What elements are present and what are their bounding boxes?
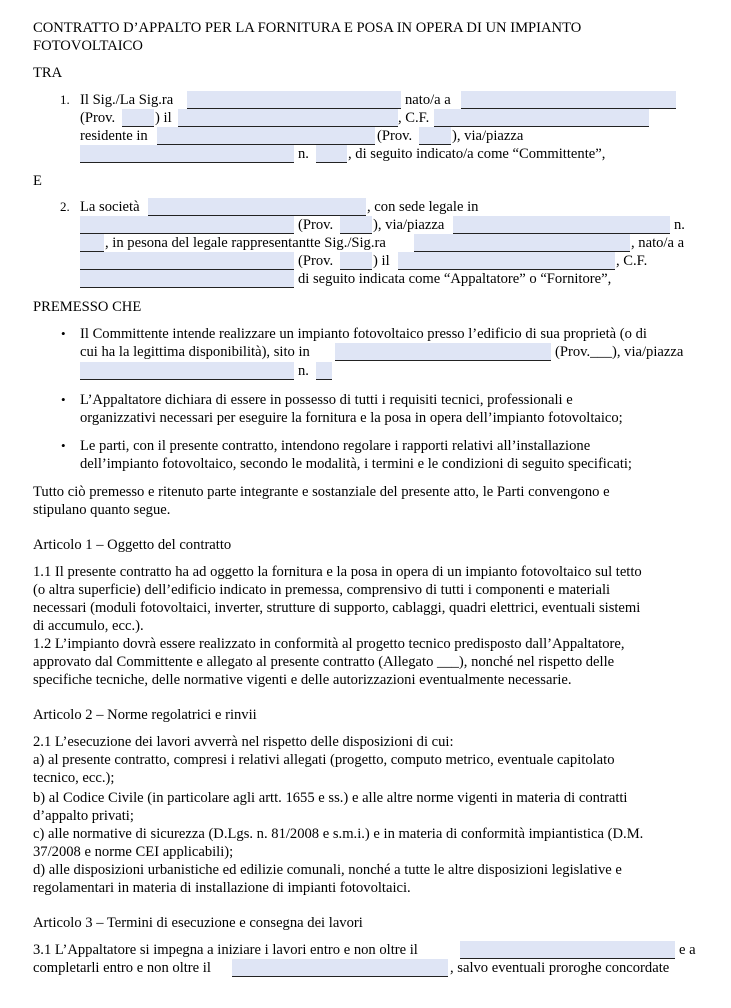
article-2-heading: Articolo 2 – Norme regolatrici e rinvii <box>33 707 257 723</box>
premise-close-line-2: stipulano quanto segue. <box>33 502 171 518</box>
party1-street-number-field[interactable] <box>316 145 347 163</box>
completion-date-field[interactable] <box>232 959 448 977</box>
bullet-1-line-2: cui ha la legittima disponibilità), sito in <box>80 344 310 360</box>
contract-title-line-1: CONTRATTO D’APPALTO PER LA FORNITURA E POSA IN OPERA DI UN IMPIANTO <box>33 20 582 36</box>
party1-cf-label: , C.F. <box>398 110 430 126</box>
party2-born-label: , nato/a a <box>631 235 685 251</box>
article-2-line-6: c) alle normative di sicurezza (D.Lgs. n. 81/2008 e s.m.i.) e in materia di conformità impiantistica (D.M. <box>33 826 644 842</box>
party1-prov-open-2: (Prov. <box>377 128 413 144</box>
article-3-heading: Articolo 3 – Termini di esecuzione e consegna dei lavori <box>33 915 363 931</box>
party2-rep-text: , in pesona del legale rappresentantte Sig./Sig.ra <box>105 235 386 251</box>
article-1-heading: Articolo 1 – Oggetto del contratto <box>33 537 232 553</box>
party1-birthplace-field[interactable] <box>461 91 676 109</box>
bullet-1-prov: (Prov.___), via/piazza <box>555 344 684 360</box>
bullet-1-line-1: Il Committente intende realizzare un impianto fotovoltaico presso l’edificio di sua proprietà (o di <box>80 326 647 342</box>
party2-prov-open-2: (Prov. <box>298 253 334 269</box>
article-3-line-1-start: 3.1 L’Appaltatore si impegna a iniziare i lavori entro e non oltre il <box>33 942 418 958</box>
article-1-p1-line-4: di accumulo, ecc.). <box>33 618 144 634</box>
party2-birthplace-field[interactable] <box>80 252 294 270</box>
party2-street-number-field[interactable] <box>80 234 104 252</box>
bullet-3-line-1: Le parti, con il presente contratto, intendono regolare i rapporti relativi all’installazione <box>80 438 591 454</box>
party2-company-field[interactable] <box>148 198 366 216</box>
article-3-line-2-start: completarli entro e non oltre il <box>33 960 211 976</box>
party2-prov-close: ) il <box>373 253 390 269</box>
party1-birthdate-field[interactable] <box>178 109 398 127</box>
party1-cf-field[interactable] <box>434 109 649 127</box>
article-2-line-3: tecnico, ecc.); <box>33 770 115 786</box>
party2-role-text: di seguito indicata come “Appaltatore” o “Fornitore”, <box>298 271 612 287</box>
premesso-heading: PREMESSO CHE <box>33 299 142 315</box>
party1-prov-close: ) il <box>155 110 172 126</box>
article-3-line-2-end: , salvo eventuali proroghe concordate <box>450 960 670 976</box>
party2-cf-field[interactable] <box>80 270 294 288</box>
party2-sede-prov-field[interactable] <box>340 216 372 234</box>
tra-label: TRA <box>33 65 63 81</box>
party1-name-label: Il Sig./La Sig.ra <box>80 92 174 108</box>
start-date-field[interactable] <box>460 941 675 959</box>
party2-sede-label: , con sede legale in <box>367 199 479 215</box>
party2-number: 2. <box>60 199 70 214</box>
party2-birth-prov-field[interactable] <box>340 252 372 270</box>
premise-close-line-1: Tutto ciò premesso e ritenuto parte integrante e sostanziale del presente atto, le Parti convengono e <box>33 484 610 500</box>
party1-residence-prov-field[interactable] <box>419 127 451 145</box>
bullet-2-line-1: L’Appaltatore dichiara di essere in possesso di tutti i requisiti tecnici, professionali e <box>80 392 573 408</box>
party2-sede-field[interactable] <box>80 216 294 234</box>
article-2-line-5: d’appalto privati; <box>33 808 134 824</box>
party1-n-label: n. <box>298 146 309 162</box>
article-2-line-7: 37/2008 e norme CEI applicabili); <box>33 844 234 860</box>
bullet-1-marker: • <box>61 326 66 341</box>
party1-role-text: , di seguito indicato/a come “Committente”, <box>348 146 606 162</box>
party2-n-label: n. <box>674 217 685 233</box>
e-label: E <box>33 173 42 189</box>
property-street-number-field[interactable] <box>316 362 332 380</box>
party1-via-label: ), via/piazza <box>452 128 524 144</box>
party1-street-field[interactable] <box>80 145 294 163</box>
party1-number: 1. <box>60 92 70 107</box>
bullet-2-marker: • <box>61 392 66 407</box>
party1-name-field[interactable] <box>187 91 401 109</box>
article-2-line-1: 2.1 L’esecuzione dei lavori avverrà nel rispetto delle disposizioni di cui: <box>33 734 454 750</box>
party1-birth-prov-field[interactable] <box>122 109 154 127</box>
party1-born-label: nato/a a <box>405 92 451 108</box>
article-2-line-4: b) al Codice Civile (in particolare agli artt. 1655 e ss.) e alle altre norme vigenti in materia di contratti <box>33 790 628 806</box>
party2-birthdate-field[interactable] <box>398 252 615 270</box>
party2-via-label: ), via/piazza <box>373 217 445 233</box>
property-street-field[interactable] <box>80 362 294 380</box>
party2-representative-field[interactable] <box>414 234 630 252</box>
party2-prov-open: (Prov. <box>298 217 334 233</box>
party2-cf-label: , C.F. <box>616 253 648 269</box>
article-2-line-8: d) alle disposizioni urbanistiche ed edilizie comunali, nonché a tutte le altre disposizioni legislative e <box>33 862 622 878</box>
bullet-1-n-label: n. <box>298 363 309 379</box>
bullet-3-line-2: dell’impianto fotovoltaico, secondo le modalità, i termini e le condizioni di seguito specificati; <box>80 456 632 472</box>
party1-resident-label: residente in <box>80 128 148 144</box>
party2-company-label: La società <box>80 199 140 215</box>
article-1-p1-line-3: necessari (moduli fotovoltaici, inverter, strutture di supporto, cablaggi, quadri elettrici, eventuali sistemi <box>33 600 641 616</box>
bullet-2-line-2: organizzativi necessari per eseguire la fornitura e la posa in opera dell’impianto fotovoltaico; <box>80 410 623 426</box>
article-1-p1-line-2: (o altra superficie) dell’edificio indicato in premessa, comprensivo di tutti i componenti e materiali <box>33 582 611 598</box>
article-2-line-9: regolamentari in materia di installazione di impianti fotovoltaici. <box>33 880 411 896</box>
article-1-p2-line-2: approvato dal Committente e allegato al presente contratto (Allegato ___), nonché nel rispetto delle <box>33 654 615 670</box>
bullet-3-marker: • <box>61 438 66 453</box>
party2-street-field[interactable] <box>453 216 670 234</box>
article-2-line-2: a) al presente contratto, compresi i relativi allegati (progetto, computo metrico, eventuale capitolato <box>33 752 615 768</box>
article-1-p2-line-3: specifiche tecniche, delle normative vigenti e delle autorizzazioni eventualmente necessarie. <box>33 672 572 688</box>
party1-prov-open: (Prov. <box>80 110 116 126</box>
property-location-field[interactable] <box>335 343 551 361</box>
contract-title-line-2: FOTOVOLTAICO <box>33 38 143 54</box>
article-3-line-1-end: e a <box>679 942 696 958</box>
party1-residence-field[interactable] <box>157 127 375 145</box>
article-1-p1-line-1: 1.1 Il presente contratto ha ad oggetto la fornitura e la posa in opera di un impianto fotovoltaico sul tetto <box>33 564 642 580</box>
article-1-p2-line-1: 1.2 L’impianto dovrà essere realizzato in conformità al progetto tecnico predisposto dall’Appaltatore, <box>33 636 625 652</box>
